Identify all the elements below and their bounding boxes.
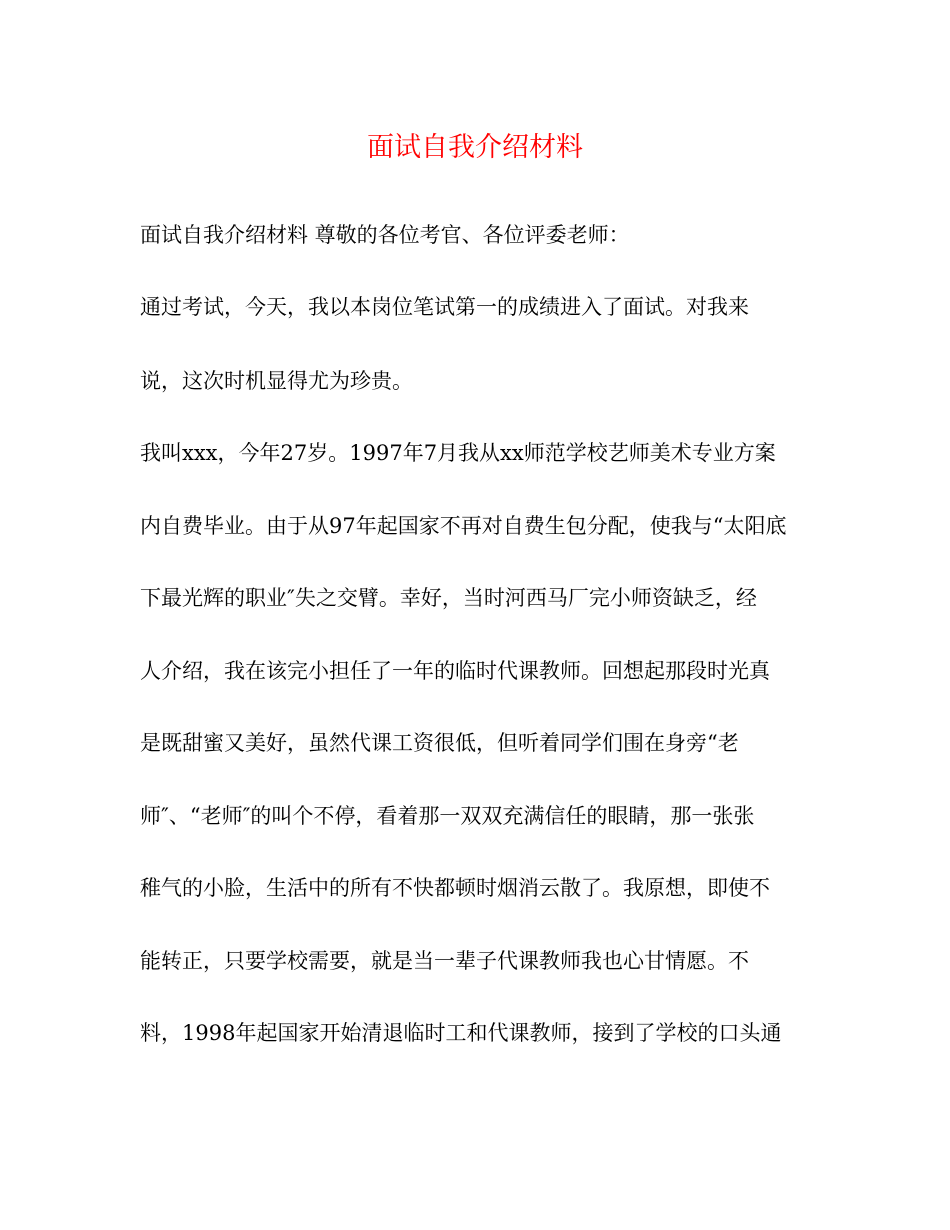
text-line-1: 面试自我介绍材料 尊敬的各位考官、各位评委老师： bbox=[140, 223, 630, 247]
text-line-5: 内自费毕业。由于从97年起国家不再对自费生包分配，使我与“太阳底 bbox=[140, 514, 787, 538]
text-line-10: 稚气的小脸，生活中的所有不快都顿时烟消云散了。我原想，即使不 bbox=[140, 876, 770, 900]
text-line-4: 我叫xxx，今年27岁。1997年7月我从xx师范学校艺师美术专业方案 bbox=[140, 441, 776, 465]
text-line-8: 是既甜蜜又美好，虽然代课工资很低，但听着同学们围在身旁“老 bbox=[140, 731, 739, 755]
text-line-9: 师″、“老师″的叫个不停，看着那一双双充满信任的眼睛，那一张张 bbox=[140, 804, 755, 828]
text-line-11: 能转正，只要学校需要，就是当一辈子代课教师我也心甘情愿。不 bbox=[140, 949, 749, 973]
text-line-7: 人介绍，我在该完小担任了一年的临时代课教师。回想起那段时光真 bbox=[140, 659, 770, 683]
text-line-6: 下最光辉的职业″失之交臂。幸好，当时河西马厂完小师资缺乏，经 bbox=[140, 586, 757, 610]
document-title: 面试自我介绍材料 bbox=[367, 132, 583, 163]
text-line-2: 通过考试，今天，我以本岗位笔试第一的成绩进入了面试。对我来 bbox=[140, 295, 749, 319]
text-line-12: 料，1998年起国家开始清退临时工和代课教师，接到了学校的口头通 bbox=[140, 1021, 782, 1045]
text-line-3: 说，这次时机显得尤为珍贵。 bbox=[140, 369, 413, 393]
